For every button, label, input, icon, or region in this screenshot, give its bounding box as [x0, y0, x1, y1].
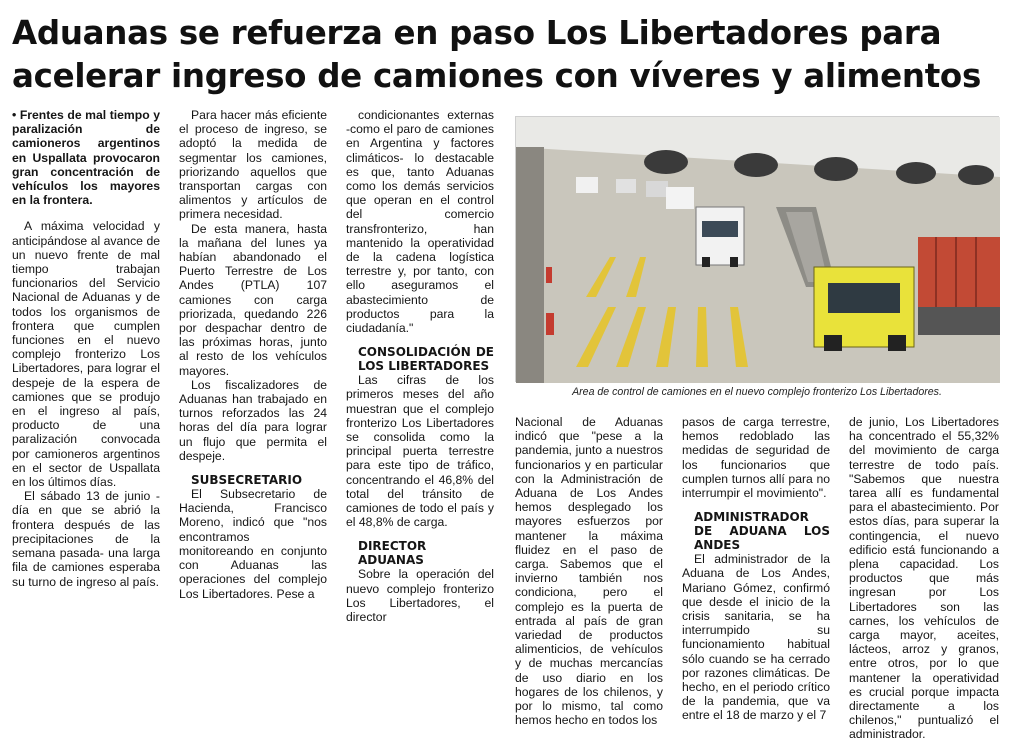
white-truck: [696, 207, 744, 267]
subheading: SUBSECRETARIO: [191, 473, 303, 488]
article-column-2: [179, 108, 327, 601]
paragraph: De esta manera, hasta la mañana del lunes ya habían abandonado el Puerto Terrestre de Los Andes (PTLA) 107 camiones con carga priorizada, quedando 226 por despachar dentro de las próximas horas, junto al resto de los vehículos mayores.: [179, 221, 327, 378]
article-column-6: [849, 415, 999, 742]
photo-caption: Area de control de camiones en el nuevo complejo fronterizo Los Libertadores.: [572, 386, 942, 398]
paragraph: El administrador de la Aduana de Los Andes, Mariano Gómez, confirmó que desde el inicio de la crisis sanitaria, se ha interrumpido su funcionamiento habitual sólo cuando se ha cerrado por razones climáticas. De hecho, en el periodo crítico de la pandemia, que va entre el 18 de marzo y el 7: [682, 552, 830, 723]
paragraph: pasos de carga terrestre, hemos redoblado las medidas de seguridad de los funcionarios que cumplen turnos allí para no interrumpir el movimiento".: [682, 415, 830, 501]
paragraph: de junio, Los Libertadores ha concentrado el 55,32% del movimiento de carga terrestre de todo país. "Sabemos que nuestra tarea allí es fundamental para el abastecimiento. Por estos días, para superar la contingencia, el nuevo edificio está funcionando a plena capacidad. Los productos que más ingresan por Los Libertadores son las carnes, los vehículos de carga mayor, aceites, lácteos, arroz y granos, entre otros, por lo que mantener la operatividad es crucial porque impacta directamente a los chilenos," puntualizó el administrador.: [849, 415, 999, 742]
red-container-truck: [918, 237, 1000, 335]
subheading: DIRECTOR ADUANAS: [358, 539, 427, 568]
paragraph: El sábado 13 de junio -día en que se abrió la frontera después de las precipitaciones de la semana pasada- una larga fila de camiones esperaba su turno de ingreso al país.: [12, 489, 160, 589]
lead-summary: • Frentes de mal tiempo y paralización de camioneros argentinos en Uspallata provocaron gran concentración de vehículos los mayores en la frontera.: [12, 108, 160, 208]
truck-yard-illustration: [516, 117, 1000, 383]
paragraph: Las cifras de los primeros meses del año muestran que el complejo fronterizo Los Libertadores se consolida como la principal puerta terrestre para este tipo de tráfico, concentrando el 46,8% del total del tránsito de camiones de todo el país y el 48,8% de carga.: [346, 373, 494, 530]
article-column-1: [12, 108, 160, 589]
paragraph: Sobre la operación del nuevo complejo fronterizo Los Libertadores, el director: [346, 567, 494, 625]
paragraph: Para hacer más eficiente el proceso de ingreso, se adoptó la medida de segmentar los camiones, priorizando aquellos que transportan cargas con alimentos y artículos de primera necesidad.: [179, 108, 327, 222]
yellow-truck: [814, 267, 914, 351]
paragraph: El Subsecretario de Hacienda, Francisco Moreno, indicó que "nos encontramos monitoreando en conjunto con Aduanas las operaciones del complejo Los Libertadores. Pese a: [179, 487, 327, 601]
paragraph: Los fiscalizadores de Aduanas han trabajado en turnos reforzados las 24 horas del día para lograr un flujo que permita el despeje.: [179, 377, 327, 463]
paragraph: condicionantes externas -como el paro de camiones en Argentina y factores climáticos- lo destacable es que, tanto Aduanas como los demás servicios que operan en el control del comercio transfronterizo, han mantenido la operatividad de la cadena logística terrestre y, por tanto, con ello aseguramos el abastecimiento de productos para la ciudadanía.": [346, 108, 494, 336]
subheading: CONSOLIDACIÓN DE LOS LIBERTADORES: [358, 345, 494, 374]
paragraph: A máxima velocidad y anticipándose al avance de un nuevo frente de mal tiempo trabajan funcionarios del Servicio Nacional de Aduanas y de todos los organismos de frontera que cumplen funciones en el nuevo complejo fronterizo Los Libertadores, para lograr el despeje de la espera de camiones que se produjo en el ingreso al país, producto de una paralización convocada por camioneros argentinos en el sector de Uspallata en los últimos días.: [12, 219, 160, 490]
article-column-4: [515, 415, 663, 727]
subheading: ADMINISTRADOR DE ADUANA LOS ANDES: [694, 510, 830, 553]
article-column-5: [682, 415, 830, 723]
paragraph: Nacional de Aduanas indicó que "pese a la pandemia, junto a nuestros funcionarios y en particular con la Administración de Aduana de Los Andes hemos desplegado los mayores esfuerzos por mantener la máxima fluidez en el paso de carga. Sabemos que el invierno también nos condiciona, pero el complejo es la puerta de entrada al país de gran variedad de productos alimenticios, de vehículos y de muchas mercancías de uso diario en los hogares de los chilenos, y por lo mismo, tal como hemos hecho en todos los: [515, 415, 663, 728]
headline: Aduanas se refuerza en paso Los Libertadores para acelerar ingreso de camiones con víveres y alimentos: [12, 14, 982, 95]
photo-truck-control-area: [515, 116, 999, 382]
article-column-3: [346, 108, 494, 624]
left-wall: [516, 147, 544, 383]
